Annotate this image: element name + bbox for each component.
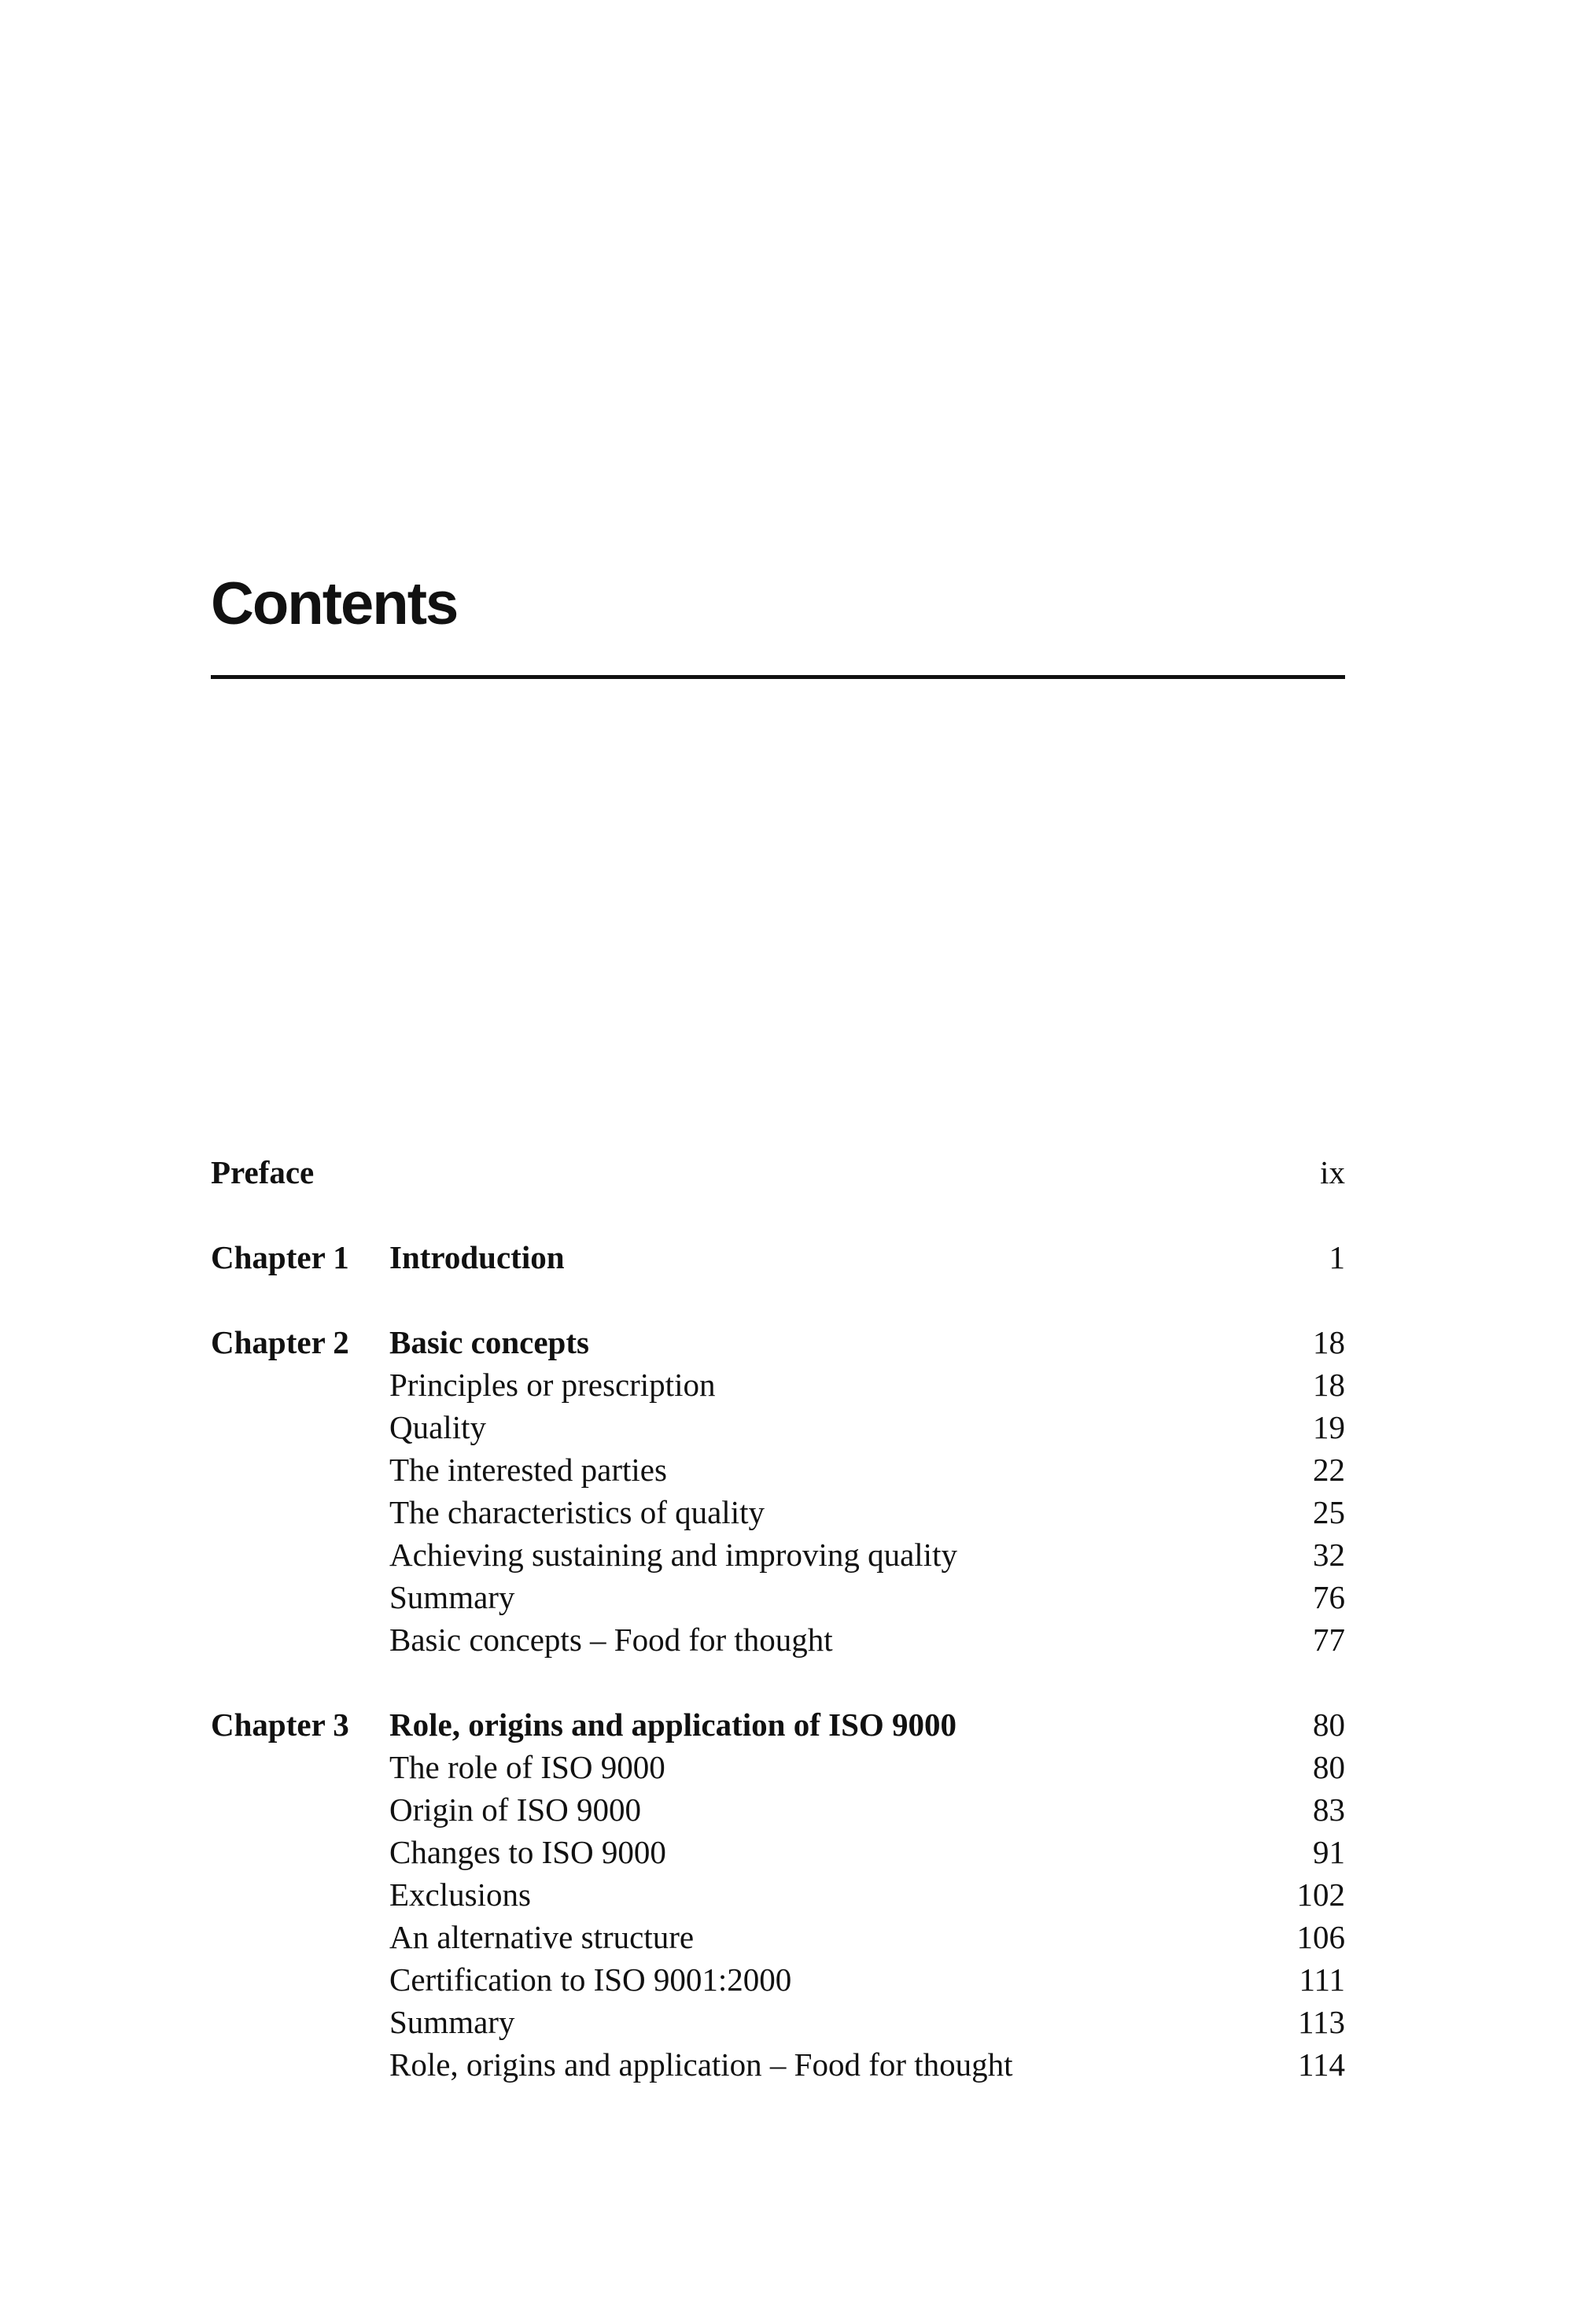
toc-entry-chapter-3[interactable]: [211, 1703, 1345, 1746]
toc-section[interactable]: [211, 1746, 1345, 1788]
section-title: Role, origins and application – Food for thought: [389, 2046, 1013, 2083]
section-title: Origin of ISO 9000: [389, 1791, 642, 1828]
toc-section[interactable]: [211, 1958, 1345, 2001]
page-number: 111: [1299, 1961, 1345, 1998]
toc-entry-chapter-2[interactable]: [211, 1321, 1345, 1363]
section-title: Certification to ISO 9001:2000: [389, 1961, 792, 1998]
chapter-title: Introduction: [389, 1239, 565, 1275]
page-number: 1: [1329, 1239, 1345, 1275]
toc-section[interactable]: [211, 1363, 1345, 1406]
toc-entry-chapter-1[interactable]: [211, 1236, 1345, 1279]
chapter-label: Chapter 2: [211, 1324, 349, 1360]
toc-section[interactable]: [211, 1618, 1345, 1661]
page-number: 102: [1296, 1876, 1345, 1913]
chapter-label: Chapter 3: [211, 1707, 349, 1743]
table-of-contents: [211, 1151, 1345, 2086]
page-number: 114: [1298, 2046, 1345, 2083]
page-number: 83: [1313, 1791, 1345, 1828]
page-number: 25: [1313, 1494, 1345, 1530]
section-title: Quality: [389, 1409, 486, 1445]
page-title: Contents: [211, 570, 458, 637]
section-title: Exclusions: [389, 1876, 531, 1913]
toc-section[interactable]: [211, 1533, 1345, 1576]
page-number: 80: [1313, 1749, 1345, 1785]
toc-section[interactable]: [211, 1406, 1345, 1448]
page-number: 19: [1313, 1409, 1345, 1445]
toc-section[interactable]: [211, 2043, 1345, 2086]
section-title: Basic concepts – Food for thought: [389, 1622, 833, 1658]
toc-section[interactable]: [211, 1916, 1345, 1958]
page-number: 91: [1313, 1834, 1345, 1870]
section-title: Achieving sustaining and improving quality: [389, 1537, 957, 1573]
page-number: 22: [1313, 1452, 1345, 1488]
section-title: The characteristics of quality: [389, 1494, 765, 1530]
page-number: 18: [1313, 1367, 1345, 1403]
toc-section[interactable]: [211, 2001, 1345, 2043]
page-number: 76: [1313, 1579, 1345, 1615]
toc-section[interactable]: [211, 1576, 1345, 1618]
section-title: Principles or prescription: [389, 1367, 716, 1403]
page-number: 77: [1313, 1622, 1345, 1658]
toc-section[interactable]: [211, 1831, 1345, 1873]
section-title: An alternative structure: [389, 1919, 695, 1955]
title-rule: [211, 675, 1345, 679]
page-number: 18: [1313, 1324, 1345, 1360]
section-title: Summary: [389, 2004, 515, 2040]
page-number: ix: [1320, 1154, 1345, 1190]
chapter-title: Basic concepts: [389, 1324, 589, 1360]
section-title: The role of ISO 9000: [389, 1749, 665, 1785]
preface-label: Preface: [211, 1154, 315, 1190]
chapter-label: Chapter 1: [211, 1239, 349, 1275]
chapter-title: Role, origins and application of ISO 9000: [389, 1707, 957, 1743]
page-number: 106: [1296, 1919, 1345, 1955]
toc-entry-preface[interactable]: [211, 1151, 1345, 1194]
toc-section[interactable]: [211, 1873, 1345, 1916]
section-title: The interested parties: [389, 1452, 667, 1488]
section-title: Summary: [389, 1579, 515, 1615]
section-title: Changes to ISO 9000: [389, 1834, 666, 1870]
page-number: 80: [1313, 1707, 1345, 1743]
page-number: 32: [1313, 1537, 1345, 1573]
toc-section[interactable]: [211, 1491, 1345, 1533]
page-number: 113: [1298, 2004, 1345, 2040]
toc-section[interactable]: [211, 1448, 1345, 1491]
toc-section[interactable]: [211, 1788, 1345, 1831]
